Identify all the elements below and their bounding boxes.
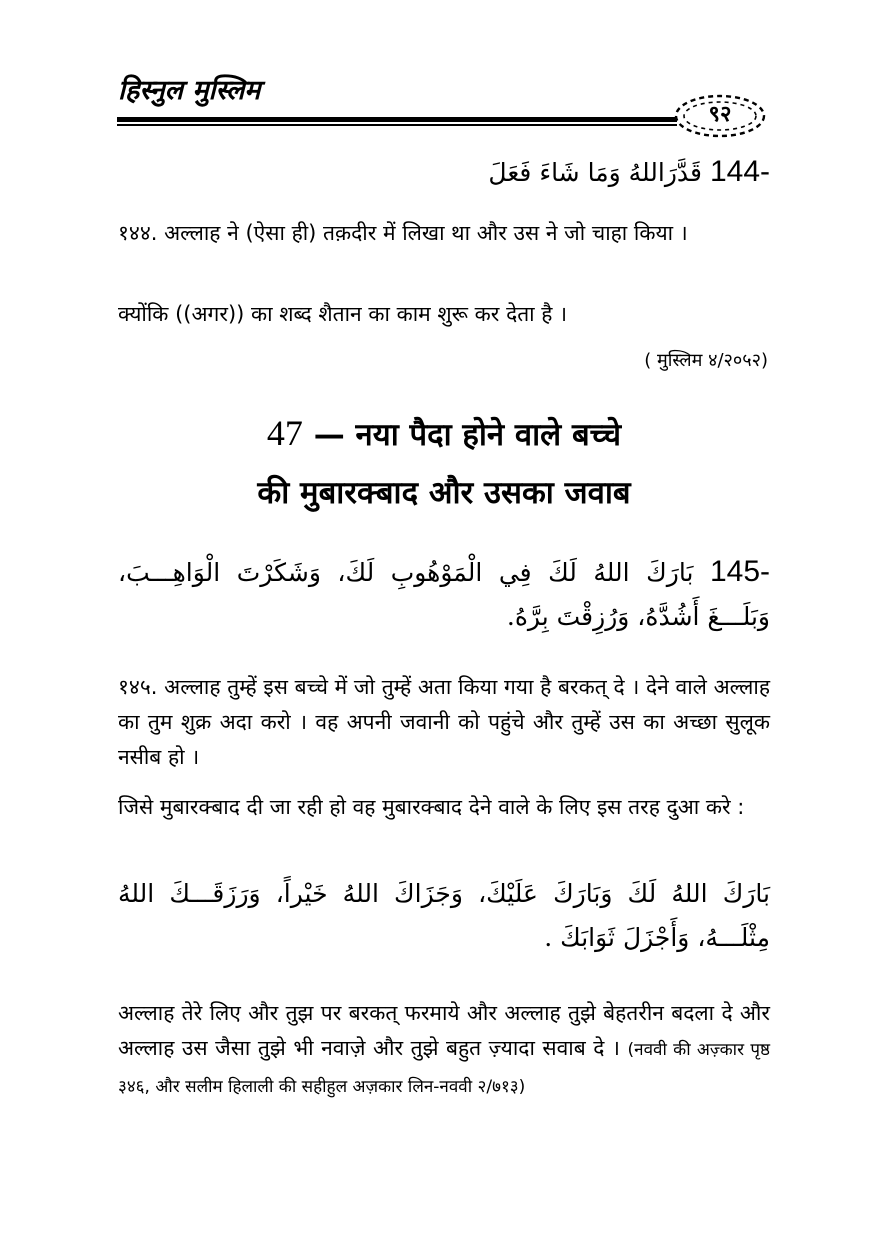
book-title: हिस्नुल मुस्लिम: [118, 75, 261, 106]
reply-reference: (नववी की अज़्कार पृष्ठ ३४६, और सलीम हिलाली की सहीहुल अज़कार लिन-नववी २/७१३): [118, 1040, 770, 1097]
dua-144-arabic-line: [118, 150, 770, 195]
header-rule-thick: [117, 117, 677, 122]
chapter-title-line2: की मुबारक्बाद और उसका जवाब: [257, 475, 631, 511]
header-rule-thin: [117, 124, 677, 126]
dua-144-arabic: قَدَّرَاللهُ وَمَا شَاءَ فَعَلَ: [488, 158, 702, 187]
page-number-badge: [672, 92, 768, 140]
chapter-number: 47: [266, 413, 303, 453]
reply-translation-block: [118, 996, 770, 1105]
dua-144-note: क्योंकि ((अगर)) का शब्द शैतान का काम शुरू कर देता है ।: [118, 302, 568, 326]
dua-144-number: 144-: [709, 155, 770, 188]
chapter-heading-line1: [118, 404, 770, 464]
chapter-title-line1: नया पैदा होने वाले बच्चे: [355, 417, 622, 453]
dua-145-arabic: بَارَكَ اللهُ لَكَ فِي الْمَوْهُوبِ لَكَ، وَشَكَرْتَ الْوَاهِـــبَ، وَبَلَـــغَ أَشُدَّهُ، وَرُزِقْتَ بِرَّهُ.: [118, 558, 770, 631]
dua-145-number: 145-: [709, 555, 770, 588]
dua-144-translation: १४४. अल्लाह ने (ऐसा ही) तक़दीर में लिखा था और उस ने जो चाहा किया ।: [118, 221, 688, 245]
reply-translation: अल्लाह तेरे लिए और तुझ पर बरकत् फरमाये और अल्लाह तुझे बेहतरीन बदला दे और अल्लाह उस जैसा तुझे भी नवाज़े और तुझे बहुत ज़्यादा सवाब दे ।: [118, 1001, 770, 1060]
dua-144-reference: ( मुस्लिम ४/२०५२): [644, 350, 768, 371]
dua-145-arabic-block: [118, 550, 770, 639]
reply-arabic: بَارَكَ اللهُ لَكَ وَبَارَكَ عَلَيْكَ، وَجَزَاكَ اللهُ خَيْراً، وَرَزَقَـــكَ اللهُ مِثْلَـــهُ، وَأَجْزَلَ ثَوَابَكَ .: [118, 879, 770, 952]
page-number: ९२: [708, 102, 732, 127]
dua-145-translation: १४५. अल्लाह तुम्हें इस बच्चे में जो तुम्हें अता किया गया है बरकत् दे । देने वाले अल्लाह का तुम शुक्र अदा करो । वह अपनी जवानी को पहुंचे और तुम्हें उस का अच्छा सुलूक नसीब हो ।: [118, 675, 770, 769]
reply-intro: जिसे मुबारक्बाद दी जा रही हो वह मुबारक्बाद देने वाले के लिए इस तरह दुआ करे :: [118, 795, 745, 819]
chapter-dash: —: [313, 417, 345, 453]
